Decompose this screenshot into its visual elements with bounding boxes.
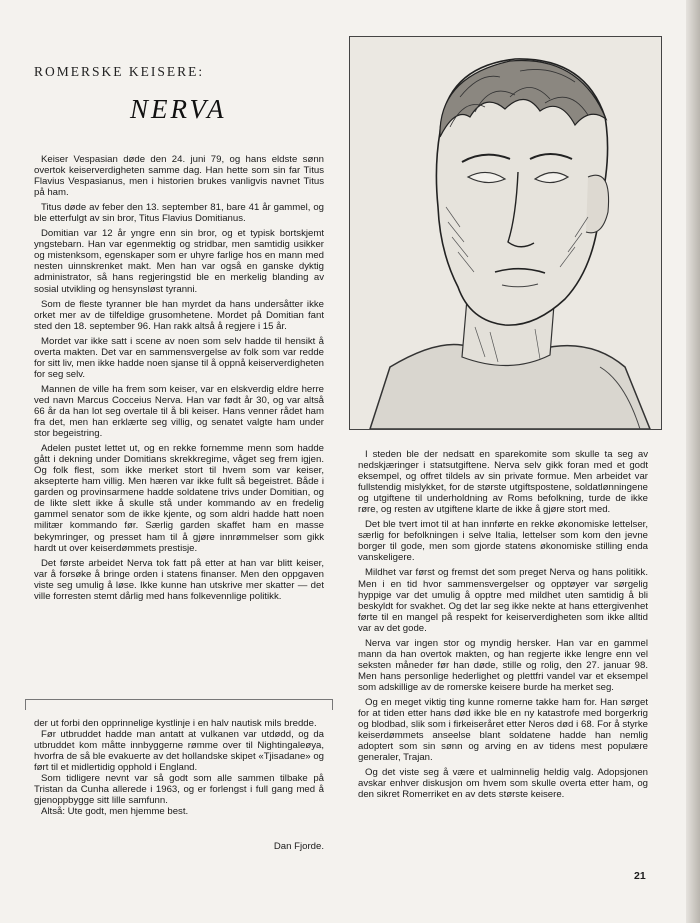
section-divider: [25, 699, 333, 710]
paragraph: Og det viste seg å være et ualminnelig heldig valg. Adopsjonen avskar enhver diskusjon om hvem som skulle overta etter ham, og den sikret Romerriket en av dets største keisere.: [358, 767, 648, 801]
page-edge-shadow: [686, 0, 700, 923]
paragraph: Det første arbeidet Nerva tok fatt på etter at han var blitt keiser, var å forsøke å bringe orden i statens finanser. Men den oppgaven viste seg umulig å løse. Ikke kunne han utskrive mer skatter — det ville forresten stemt dårlig med hans folkevennlige politikk.: [34, 557, 324, 602]
paragraph: Og en meget viktig ting kunne romerne takke ham for. Han sørget for at tiden etter hans død ikke ble en ny katastrofe med borgerkrig og blodbad, slik som i firkeiseråret etter Neros død i 68. For å styrke keiserdømmets anseelse blant soldatene hadde han nemlig adoptert som sin sønn og arving en av tidens mest populære generaler, Trajan.: [358, 696, 648, 764]
bottom-text-column: [34, 718, 324, 817]
paragraph: Som tidligere nevnt var så godt som alle sammen tilbake på Tristan da Cunha allerede i 1963, og er forlengst i full gang med å gjenoppbygge sitt lille samfunn.: [34, 773, 324, 807]
paragraph: Titus døde av feber den 13. september 81, bare 41 år gammel, og ble etterfulgt av sin bror, Titus Flavius Domitianus.: [34, 202, 324, 225]
paragraph: Mordet var ikke satt i scene av noen som selv hadde til hensikt å overta makten. Det var en sammensvergelse av folk som var redde for sitt liv, men ikke hadde noen sjanse til å oppnå keiserverdigheten for seg selv.: [34, 335, 324, 380]
right-text-column: [358, 449, 648, 804]
paragraph: Mildhet var først og fremst det som preget Nerva og hans politikk. Men i en tid hvor sammensvergelser og opptøyer var sørgelig hyppige var det umulig å opptre med mildhet uten samtidig å bli beskyldt for svakhet. Og det lar seg ikke nekte at hans ettergivenhet førte til en mangel på respekt for keiserverdigheten som ikke alltid var av det gode.: [358, 567, 648, 634]
paragraph: Domitian var 12 år yngre enn sin bror, og et typisk bortskjemt yngstebarn. Han var egenmektig og stridbar, men samtidig usikker og mistenksom, egenskaper som er uhyre farlige hos en mann med nesten uinnskrenket makt. Men han var også en ganske dyktig administrator, så hans regjeringstid ble en merkelig blanding av sosial utvikling og hensynsløst tyranni.: [34, 228, 324, 295]
paragraph: Det ble tvert imot til at han innførte en rekke økonomiske lettelser, særlig for befolkningen i selve Italia, lettelser som kom den jevne borger til gode, men som gjorde statens økonomiske stilling enda vanskeligere.: [358, 519, 648, 564]
paragraph: Mannen de ville ha frem som keiser, var en elskverdig eldre herre ved navn Marcus Cocceius Nerva. Han var født år 30, og var altså 66 år da han lot seg overtale til å bli keiser. Hans venner rådet ham fra det, men han erklærte seg villig, og senatet valgte ham under stor begeistring.: [34, 383, 324, 440]
page-number: 21: [634, 870, 646, 882]
paragraph: I steden ble der nedsatt en sparekomite som skulle ta seg av nedskjæringer i statsutgiftene. Nerva selv gikk foran med et godt eksempel, og offret tildels av sin private formue. Men arbeidet var fullstendig mislykket, for de største utgiftspostene, soldatlønningene og utgiftene til underholdning av Roms befolkning, turde de ikke røre, og resten av utgiftene klarte de ikke å gjøre stort med.: [358, 449, 648, 516]
left-text-column: [34, 154, 324, 606]
paragraph: Som de fleste tyranner ble han myrdet da hans undersåtter ikke orket mer av de tilfeldige grusomhetene. Mordet på Domitian fant sted den 18. september 96. Han rakk altså å regjere i 15 år.: [34, 298, 324, 332]
paragraph: Adelen pustet lettet ut, og en rekke fornemme menn som hadde gått i dekning under Domitians skrekkregime, våget seg frem igjen. Og folk flest, som ikke merket stort til hvem som var keiser, aksepterte ham villig. Men hæren var ikke fullt så begeistret. Både i garden og provinsarmene hadde soldatene trivs under Domitian, og de likte slett ikke å skulle stå under kommando av en fredelig gammel senator som de ikke kjente, og som aldri hadde hatt noen militær kommando før. Særlig garden skaffet ham en masse bekymringer, og presset ham til å gjøre innrømmelser som gikk hardt ut over keiserdømmets prestisje.: [34, 443, 324, 554]
paragraph: Keiser Vespasian døde den 24. juni 79, og hans eldste sønn overtok keiserverdigheten samme dag. Han hette som sin far Titus Flavius Vespasianus, men i historien brukes vanligvis navnet Titus på ham.: [34, 154, 324, 199]
series-heading: ROMERSKE KEISERE:: [34, 64, 205, 79]
paragraph: Før utbruddet hadde man antatt at vulkanen var utdødd, og da utbruddet kom måtte innbyggerne rømme over til Nightingaleøya, hvorfra de så ble evakuerte av det hollandske skipet «Tjisadane» og ført til et midlertidig opphold i England.: [34, 729, 324, 774]
paragraph: Nerva var ingen stor og myndig hersker. Han var en gammel mann da han overtok makten, og han regjerte ikke lengre enn vel seksten måneder før han døde, stille og rolig, den 27. januar 98. Men hans personlige hederlighet og plettfri vandel var et eksempel som adskillige av de romerske keisere burde ha merket seg.: [358, 637, 648, 693]
bust-portrait-drawing: [350, 37, 661, 429]
paragraph: Altså: Ute godt, men hjemme best.: [41, 806, 189, 818]
portrait-image: [349, 36, 662, 430]
paragraph: der ut forbi den opprinnelige kystlinje i en halv nautisk mils bredde.: [34, 718, 317, 729]
author-signature: Dan Fjorde.: [273, 841, 324, 852]
article-title: NERVA: [130, 94, 227, 124]
